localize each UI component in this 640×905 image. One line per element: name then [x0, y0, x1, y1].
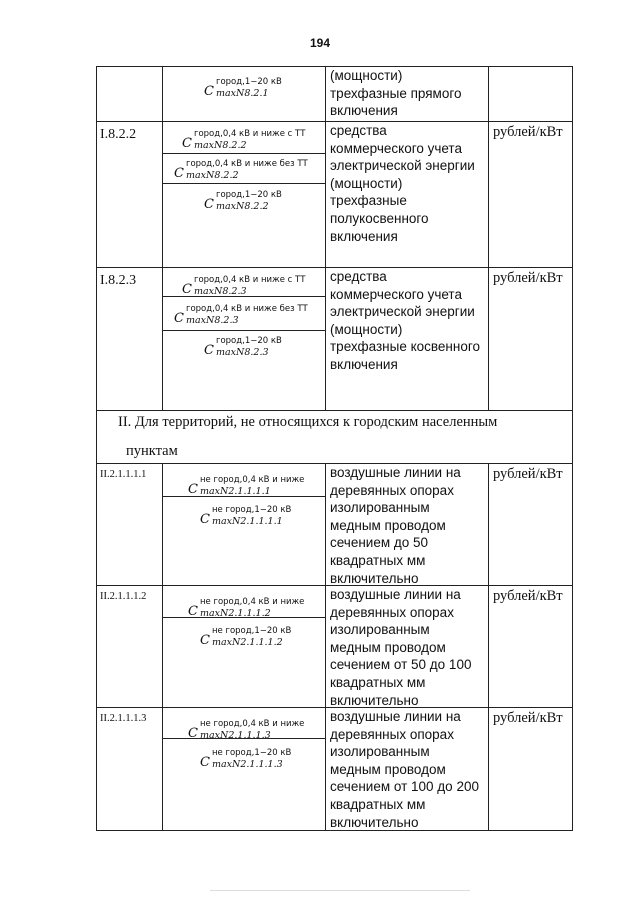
column-separator	[162, 267, 163, 410]
row-code: II.2.1.1.1.2	[100, 591, 147, 602]
formula-letter: C	[188, 604, 198, 619]
formula-separator	[162, 153, 325, 154]
formula-superscript: не город,0,4 кВ и ниже	[200, 719, 305, 729]
description-line: средства	[330, 269, 387, 284]
description-line: воздушные линии на	[330, 587, 461, 602]
description-line: воздушные линии на	[330, 465, 461, 480]
formula-subscript: maxN2.1.1.1.3	[212, 759, 283, 770]
column-separator	[162, 121, 163, 267]
row-description	[330, 67, 490, 120]
description-line: воздушные линии на	[330, 709, 461, 724]
description-line: коммерческого учета	[330, 140, 462, 156]
column-separator	[325, 463, 326, 585]
formula-subscript: maxN8.2.2	[216, 201, 269, 212]
formula-letter: C	[182, 136, 192, 151]
formula-letter: C	[200, 755, 210, 770]
table-border-left	[96, 66, 97, 831]
page-footer-line	[210, 890, 470, 891]
column-separator	[162, 585, 163, 707]
formula-subscript: maxN2.1.1.1.3	[200, 730, 271, 741]
section-heading-line2: пунктам	[126, 443, 178, 459]
formula-superscript: не город,0,4 кВ и ниже	[200, 475, 305, 485]
tariff-formula	[200, 626, 292, 648]
column-separator	[325, 66, 326, 121]
formula-superscript: не город,1−20 кВ	[212, 626, 292, 636]
description-line: электрической энергии	[330, 158, 475, 174]
description-line: деревянных опорах	[330, 726, 454, 742]
description-line: включительно	[330, 814, 419, 830]
formula-superscript: город,1−20 кВ	[216, 336, 282, 346]
formula-superscript: не город,0,4 кВ и ниже	[200, 597, 305, 607]
row-description	[330, 122, 490, 245]
description-line: трехфазные прямого	[330, 85, 462, 101]
description-line: полукосвенного	[330, 210, 429, 226]
formula-superscript: город,0,4 кВ и ниже без ТТ	[186, 304, 308, 314]
row-code: I.8.2.2	[100, 127, 137, 142]
description-line: квадратных мм	[330, 674, 426, 690]
tariff-formula	[182, 129, 306, 151]
formula-letter: C	[200, 633, 210, 648]
tariff-formula	[188, 597, 305, 619]
description-line: средства	[330, 123, 387, 138]
column-separator	[325, 121, 326, 267]
formula-letter: C	[204, 343, 214, 358]
row-unit: рублей/кВт	[493, 710, 563, 726]
description-line: изолированным	[330, 744, 430, 760]
table-border-right	[572, 66, 573, 831]
row-code: II.2.1.1.1.1	[100, 469, 147, 480]
row-description	[330, 268, 490, 374]
tariff-formula	[174, 159, 308, 181]
formula-letter: C	[174, 311, 184, 326]
formula-letter: C	[200, 512, 210, 527]
description-line: сечением до 50	[330, 535, 429, 551]
formula-letter: C	[188, 482, 198, 497]
tariff-formula	[188, 475, 305, 497]
description-line: коммерческого учета	[330, 286, 462, 302]
formula-letter: C	[188, 726, 198, 741]
formula-superscript: не город,1−20 кВ	[212, 505, 292, 515]
description-line: сечением от 50 до 100	[330, 657, 472, 673]
formula-separator	[162, 330, 325, 331]
tariff-formula	[200, 748, 292, 770]
description-line: изолированным	[330, 622, 430, 638]
column-separator	[325, 707, 326, 830]
row-unit: рублей/кВт	[493, 466, 563, 482]
tariff-formula	[204, 336, 282, 358]
tariff-formula	[188, 719, 305, 741]
formula-superscript: город,1−20 кВ	[216, 77, 282, 87]
description-line: квадратных мм	[330, 552, 426, 568]
formula-letter: C	[204, 197, 214, 212]
formula-subscript: maxN8.2.3	[186, 315, 239, 326]
tariff-formula	[200, 505, 292, 527]
formula-subscript: maxN2.1.1.1.1	[212, 516, 283, 527]
formula-subscript: maxN8.2.2	[186, 170, 239, 181]
page-number: 194	[309, 36, 331, 50]
description-line: (мощности)	[330, 321, 403, 337]
description-line: деревянных опорах	[330, 482, 454, 498]
column-separator	[162, 463, 163, 585]
row-unit: рублей/кВт	[493, 124, 563, 140]
formula-subscript: maxN2.1.1.1.2	[212, 637, 283, 648]
description-line: квадратных мм	[330, 796, 426, 812]
section-heading-line1: II. Для территорий, не относящихся к городским населенным	[118, 414, 498, 430]
column-separator	[162, 707, 163, 830]
column-separator	[325, 267, 326, 410]
row-code: II.2.1.1.1.3	[100, 713, 147, 724]
formula-subscript: maxN8.2.3	[216, 347, 269, 358]
description-line: медным проводом	[330, 639, 446, 655]
description-line: включения	[330, 228, 398, 244]
formula-subscript: maxN8.2.3	[194, 286, 247, 297]
description-line: сечением от 100 до 200	[330, 779, 479, 795]
formula-superscript: город,0,4 кВ и ниже с ТТ	[194, 275, 306, 285]
row-unit: рублей/кВт	[493, 588, 563, 604]
description-line: электрической энергии	[330, 304, 475, 320]
description-line: включения	[330, 356, 398, 372]
column-separator	[325, 585, 326, 707]
formula-separator	[162, 183, 325, 184]
column-separator	[162, 66, 163, 121]
tariff-table	[96, 66, 573, 831]
description-line: (мощности)	[330, 68, 403, 83]
tariff-formula	[174, 304, 308, 326]
formula-superscript: не город,1−20 кВ	[212, 748, 292, 758]
description-line: изолированным	[330, 500, 430, 516]
row-description	[330, 708, 490, 831]
formula-subscript: maxN2.1.1.1.2	[200, 608, 271, 619]
description-line: медным проводом	[330, 517, 446, 533]
description-line: включительно	[330, 570, 419, 586]
formula-letter: C	[174, 166, 184, 181]
formula-subscript: maxN8.2.2	[194, 140, 247, 151]
row-description	[330, 464, 490, 587]
description-line: включения	[330, 103, 398, 119]
formula-letter: C	[182, 282, 192, 297]
description-line: медным проводом	[330, 761, 446, 777]
description-line: трехфазные	[330, 193, 407, 209]
formula-superscript: город,0,4 кВ и ниже без ТТ	[186, 159, 308, 169]
description-line: (мощности)	[330, 175, 403, 191]
formula-superscript: город,0,4 кВ и ниже с ТТ	[194, 129, 306, 139]
row-unit: рублей/кВт	[493, 270, 563, 286]
row-description	[330, 586, 490, 709]
formula-subscript: maxN8.2.1	[216, 88, 269, 99]
tariff-formula	[204, 190, 282, 212]
formula-letter: C	[204, 84, 214, 99]
description-line: включительно	[330, 692, 419, 708]
formula-subscript: maxN2.1.1.1.1	[200, 486, 271, 497]
tariff-formula	[182, 275, 306, 297]
formula-superscript: город,1−20 кВ	[216, 190, 282, 200]
row-separator	[96, 410, 573, 411]
row-code: I.8.2.3	[100, 273, 137, 288]
tariff-formula	[204, 77, 282, 99]
description-line: деревянных опорах	[330, 604, 454, 620]
description-line: трехфазные косвенного	[330, 339, 480, 355]
